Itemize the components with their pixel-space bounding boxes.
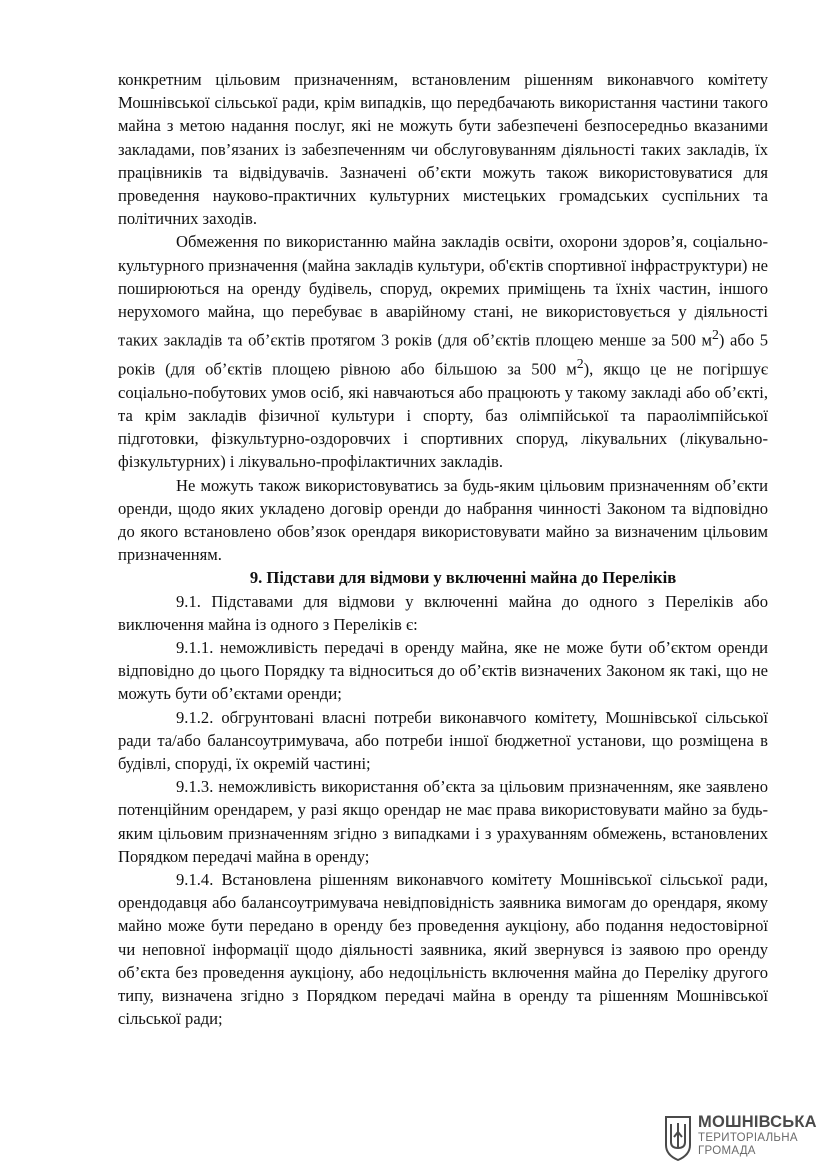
section-heading-9: 9. Підстави для відмови у включенні майна до Переліків	[249, 568, 677, 588]
paragraph-purpose-continuation: конкретним цільовим призначенням, встановленим рішенням виконавчого комітету Мошнівської сільської ради, крім випадків, що передбачають використання частини такого майна з метою надання послуг, які не можуть бути забезпечені безпосередньо вказаними закладами, пов’язаних із забезпеченням чи обслуговуванням діяльності таких закладів, їх працівників та відвідувачів. Зазначені об’єкти можуть також використовуватися для проведення науково-практичних культурних мистецьких громадських суспільних та політичних заходів.	[118, 70, 768, 229]
clause-9-1-3: 9.1.3. неможливість використання об’єкта за цільовим призначенням, яке заявлено потенційним орендарем, у разі якщо орендар не має права використовувати майно за будь-яким цільовим призначенням згідно з випадками і з урахуванням обмежень, встановлених Порядком передачі майна в оренду;	[118, 777, 768, 866]
clause-9-1-1: 9.1.1. неможливість передачі в оренду майна, яке не може бути об’єктом оренди відповідно до цього Порядку та відноситься до об’єктів визначених Законом як такі, що не можуть бути об’єктами оренди;	[118, 637, 768, 704]
restrictions-text-a: Обмеження по використанню майна закладів освіти, охорони здоров’я, соціально-культурного призначення (майна закладів культури, об'єктів спортивної інфраструктури) не поширюються на оренду будівель, споруд, окремих приміщень та їхніх частин, іншого нерухомого майна, що перебуває в аварійному стані, не використовується у діяльності таких закладів та об’єктів протягом 3 років (для об’єктів площею менше за 500 м	[118, 232, 768, 350]
logo-line-1: МОШНІВСЬКА	[698, 1113, 817, 1131]
logo-line-2: ТЕРИТОРІАЛЬНА	[698, 1132, 798, 1144]
paragraph-restrictions	[118, 230, 768, 473]
superscript-square: 2	[576, 355, 584, 371]
restrictions-text-b: ) або 5 років (для об’єктів площею рівною або більшою за 500 м	[118, 330, 768, 379]
superscript-square: 2	[712, 327, 719, 343]
document-body	[118, 68, 768, 1030]
logo-line-3: ГРОМАДА	[698, 1145, 756, 1157]
clause-9-1-4: 9.1.4. Встановлена рішенням виконавчого комітету Мошнівської сільської ради, орендодавця або балансоутримувача невідповідність заявника вимогам до орендаря, якому майно може бути передано в оренду без проведення аукціону, або подання недостовірної чи неповної інформації щодо діяльності заявника, який звернувся із заявою про оренду об’єкта без проведення аукціону, або недоцільність включення майна до Переліку другого типу, визначена згідно з Порядком передачі майна в оренду та рішенням Мошнівської сільської ради;	[118, 869, 768, 1029]
paragraph-existing-leases: Не можуть також використовуватись за будь-яким цільовим призначенням об’єкти оренди, щодо яких укладено договір оренди до набрання чинності Законом та відповідно до якого встановлено обов’язок орендаря використовувати майно за визначеним цільовим призначенням.	[118, 475, 768, 565]
trident-coat-of-arms-icon	[664, 1115, 692, 1161]
clause-9-1: 9.1. Підставами для відмови у включенні майна до одного з Переліків або виключення майна із одного з Переліків є:	[118, 591, 768, 634]
restrictions-text-c: ), якщо це не погіршує соціально-побутових умов осіб, які навчаються або працюють у такому закладі або об’єкті, та крім закладів фізичної культури і спорту, баз олімпійської та параолімпійської підготовки, фізкультурно-оздоровчих і спортивних споруд, лікувальних (лікувально-фізкультурних) і лікувально-профілактичних закладів.	[118, 359, 768, 472]
clause-9-1-2: 9.1.2. обгрунтовані власні потреби виконавчого комітету, Мошнівської сільської ради та/або балансоутримувача, або потреби іншої бюджетної установи, що розміщена в будівлі, споруді, їх окремій частині;	[118, 707, 768, 773]
community-logo	[664, 1113, 817, 1163]
